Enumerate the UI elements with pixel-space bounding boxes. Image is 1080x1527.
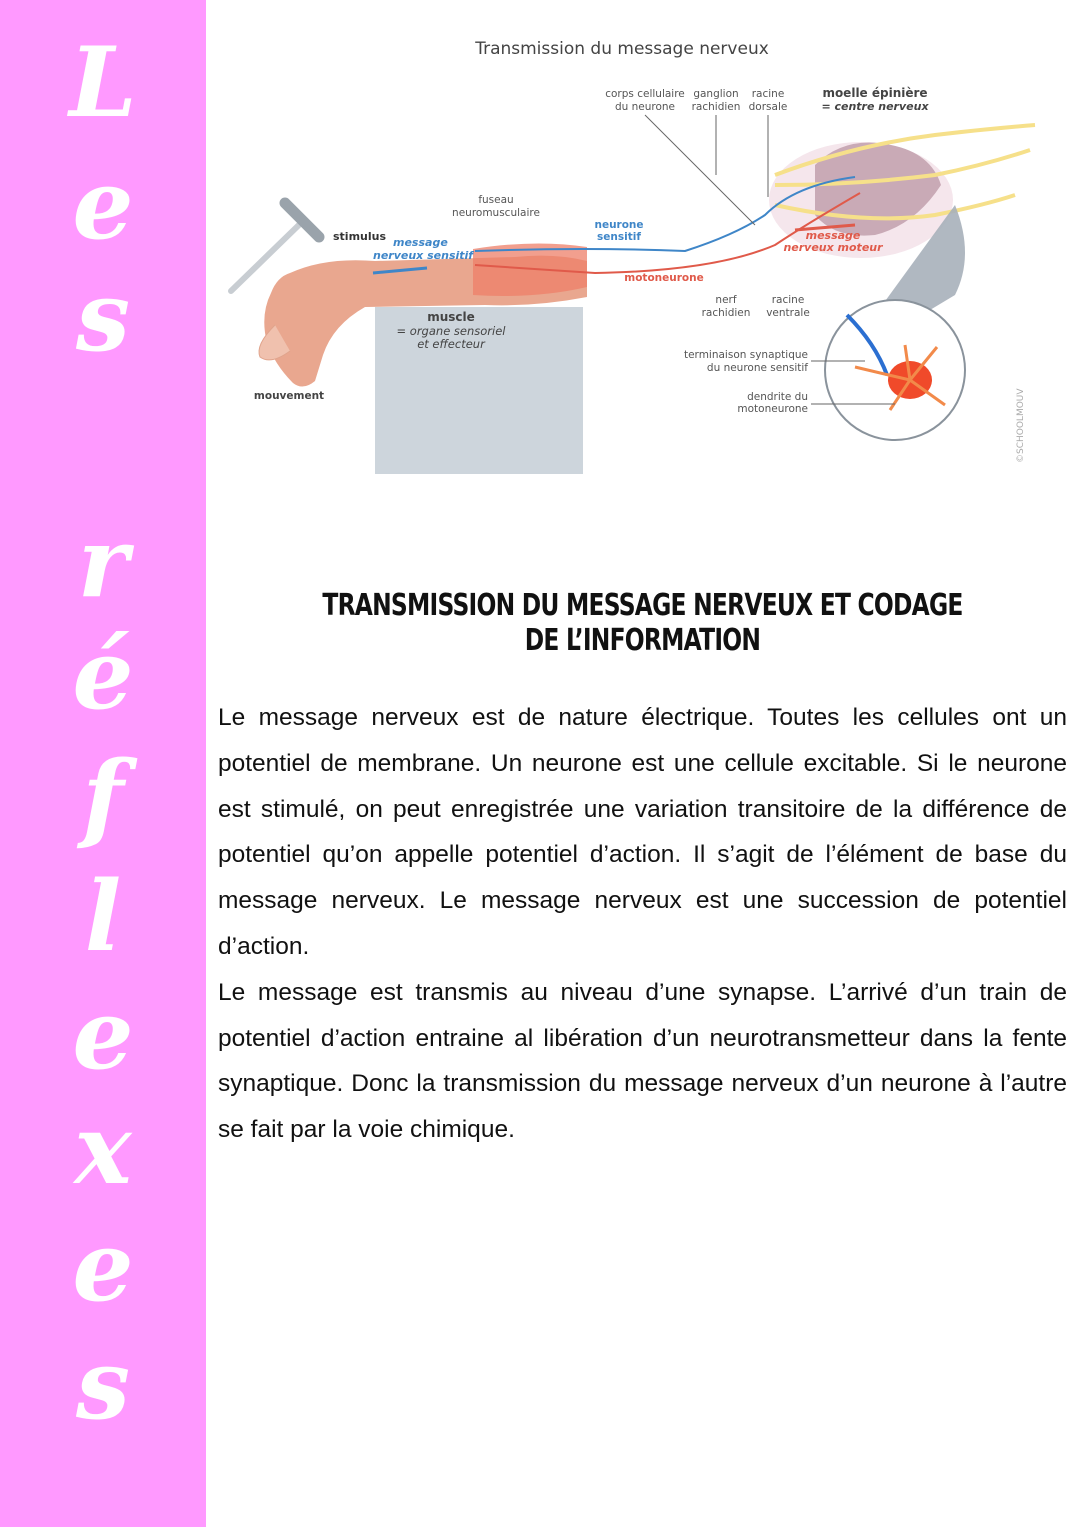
label-racine-dorsale: dorsale xyxy=(748,101,788,113)
credit-text: ©SCHOOLMOUV xyxy=(1016,388,1026,463)
label-dendrite: dendrite du xyxy=(747,391,808,403)
label-fuseau: neuromusculaire xyxy=(452,207,540,219)
sidebar-letter: f xyxy=(82,740,124,853)
spinal-cord-illustration xyxy=(769,125,1035,325)
label-muscle: et effecteur xyxy=(417,337,485,351)
label-terminaison: terminaison synaptique xyxy=(683,349,808,361)
sidebar-letter: e xyxy=(72,1210,134,1323)
body-text xyxy=(218,695,1067,1153)
sidebar-letter: e xyxy=(72,148,134,261)
label-message-sensitif: message xyxy=(393,236,448,249)
label-terminaison: du neurone sensitif xyxy=(706,362,808,374)
sidebar-letter: s xyxy=(75,1328,131,1441)
reflex-diagram xyxy=(215,25,1065,485)
diagram-title: Transmission du message nerveux xyxy=(475,39,769,59)
label-stimulus: stimulus xyxy=(333,230,387,243)
label-message-sensitif: nerveux sensitif xyxy=(373,249,474,262)
label-moelle: = centre nerveux xyxy=(821,100,929,113)
label-muscle: muscle xyxy=(427,310,475,324)
label-corps-cellulaire: du neurone xyxy=(614,101,676,113)
label-racine-ventrale: racine xyxy=(771,294,805,306)
label-nerf: rachidien xyxy=(701,307,751,319)
sidebar-banner xyxy=(0,0,206,1527)
label-neurone-sensitif: sensitif xyxy=(597,231,641,243)
label-dendrite: motoneurone xyxy=(737,403,808,415)
label-fuseau: fuseau xyxy=(478,194,514,206)
sidebar-letter: l xyxy=(84,860,122,973)
label-racine-dorsale: racine xyxy=(751,88,785,100)
label-moelle: moelle épinière xyxy=(822,86,928,100)
paragraph: Le message nerveux est de nature électrique. Toutes les cellules ont un potentiel de membrane. Un neurone est une cellule excitable. Si le neurone est stimulé, on peut enregistrée une variation transitoire de la différence de potentiel qu’on appelle potentiel d’action. Il s’agit de l’élément de base du message nerveux. Le message nerveux est une succession de potentiel d’action. xyxy=(218,704,1067,960)
sidebar-letter: e xyxy=(72,978,134,1091)
label-neurone-sensitif: neurone xyxy=(594,219,644,231)
label-corps-cellulaire: corps cellulaire xyxy=(605,88,685,100)
sidebar-letter: x xyxy=(74,1093,132,1206)
label-nerf: nerf xyxy=(715,294,737,306)
sidebar-letter: r xyxy=(77,506,129,619)
label-mouvement: mouvement xyxy=(253,390,325,402)
label-muscle: = organe sensoriel xyxy=(396,324,506,338)
section-heading: TRANSMISSION DU MESSAGE NERVEUX ET CODAGE DE L’INFORMATION xyxy=(322,588,963,658)
label-message-moteur: message xyxy=(805,229,861,242)
sidebar-letter: s xyxy=(75,260,131,373)
sidebar-letter: é xyxy=(72,618,134,731)
sidebar-letter: L xyxy=(69,26,137,139)
label-message-moteur: nerveux moteur xyxy=(783,241,883,254)
label-ganglion: ganglion xyxy=(693,88,739,100)
label-ganglion: rachidien xyxy=(691,101,741,113)
synapse-zoom xyxy=(825,300,965,440)
paragraph: Le message est transmis au niveau d’une synapse. L’arrivé d’un train de potentiel d’action entraine al libération d’un neurotransmetteur dans la fente synaptique. Donc la transmission du message nerveux d’un neurone à l’autre se fait par la voie chimique. xyxy=(218,978,1067,1144)
label-motoneurone: motoneurone xyxy=(624,272,704,284)
label-racine-ventrale: ventrale xyxy=(766,307,810,319)
